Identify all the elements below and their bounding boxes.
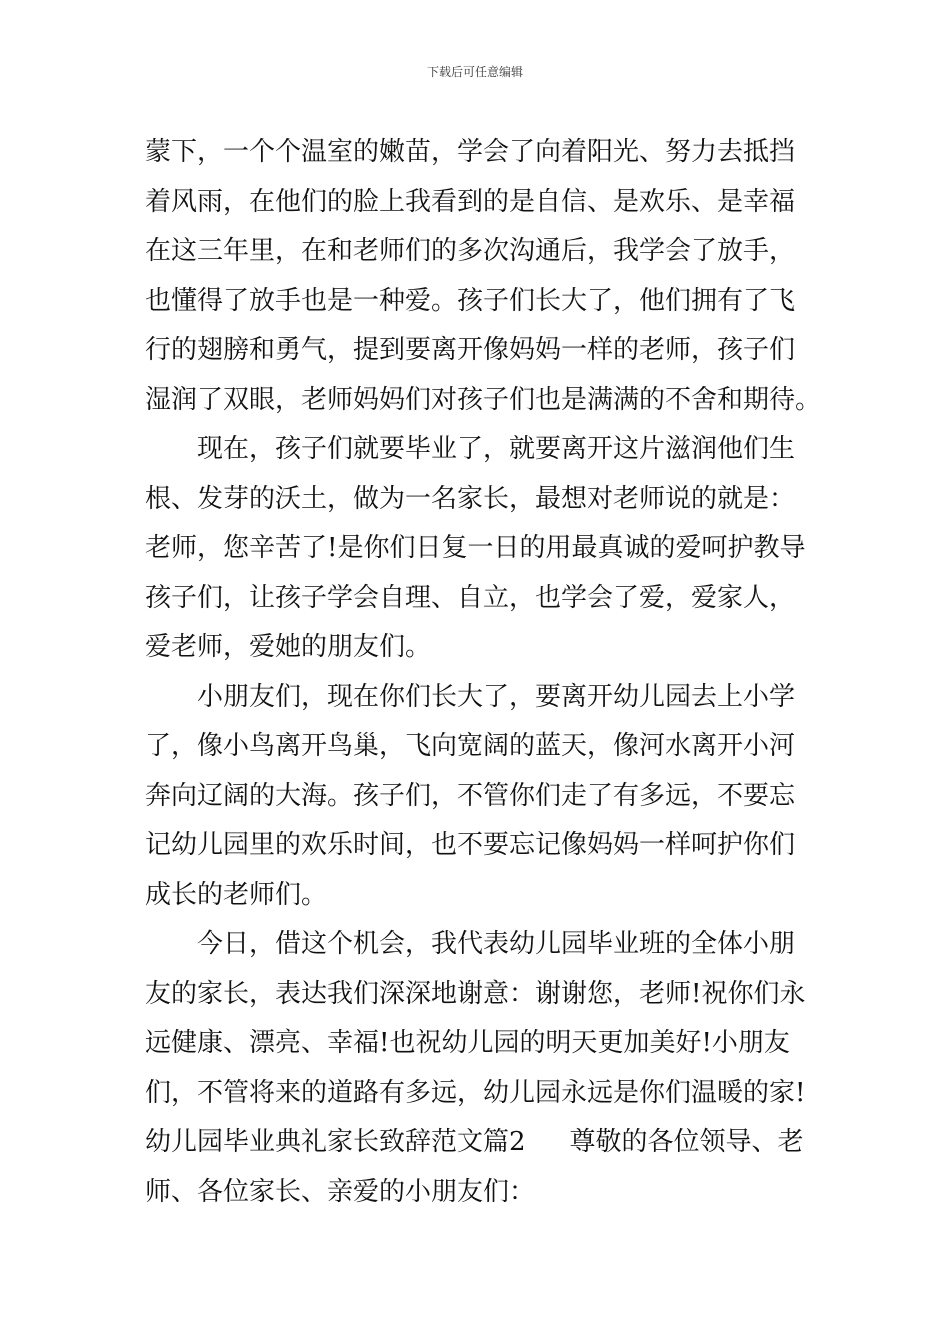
text-line: 记幼儿园里的欢乐时间，也不要忘记像妈妈一样呵护你们 — [145, 830, 796, 860]
paragraph-start-line: 今日，借这个机会，我代表幼儿园毕业班的全体小朋 — [197, 929, 796, 959]
text-line: 了，像小鸟离开鸟巢，飞向宽阔的蓝天，像河水离开小河 — [145, 731, 796, 761]
text-line: 远健康、漂亮、幸福!也祝幼儿园的明天更加美好!小朋友 — [145, 1028, 790, 1058]
text-line: 根、发芽的沃土，做为一名家长，最想对老师说的就是： — [145, 483, 796, 514]
greeting-text: 尊敬的各位领导、老 — [569, 1127, 804, 1157]
text-line: 师、各位家长、亲爱的小朋友们： — [145, 1176, 536, 1207]
text-line: 着风雨，在他们的脸上我看到的是自信、是欢乐、是幸福 — [145, 186, 796, 217]
text-line: 湿润了双眼，老师妈妈们对孩子们也是满满的不舍和期待。 — [145, 384, 822, 415]
paragraph-start-line: 小朋友们，现在你们长大了，要离开幼儿园去上小学 — [197, 681, 796, 712]
text-line: 奔向辽阔的大海。孩子们，不管你们走了有多远，不要忘 — [145, 780, 796, 811]
text-line: 蒙下，一个个温室的嫩苗，学会了向着阳光、努力去抵挡 — [145, 137, 796, 167]
heading-line — [145, 1118, 815, 1168]
text-line: 老师，您辛苦了!是你们日复一日的用最真诚的爱呵护教导 — [145, 533, 806, 563]
text-line: 也懂得了放手也是一种爱。孩子们长大了，他们拥有了飞 — [145, 285, 796, 316]
text-line: 在这三年里，在和老师们的多次沟通后，我学会了放手， — [145, 236, 796, 266]
text-line: 们，不管将来的道路有多远，幼儿园永远是你们温暖的家! — [145, 1077, 806, 1108]
page-header: 下载后可任意编辑 — [426, 65, 523, 79]
text-line: 行的翅膀和勇气，提到要离开像妈妈一样的老师，孩子们 — [145, 335, 796, 365]
text-line: 友的家长，表达我们深深地谢意：谢谢您，老师!祝你们永 — [145, 978, 806, 1009]
text-line: 成长的老师们。 — [145, 879, 328, 910]
text-line: 孩子们，让孩子学会自理、自立，也学会了爱，爱家人， — [145, 582, 796, 613]
document-body — [145, 128, 822, 1217]
section-title: 幼儿园毕业典礼家长致辞范文篇2 — [145, 1127, 526, 1157]
paragraph-start-line: 现在，孩子们就要毕业了，就要离开这片滋润他们生 — [197, 434, 796, 464]
text-line: 爱老师，爱她的朋友们。 — [145, 632, 432, 662]
